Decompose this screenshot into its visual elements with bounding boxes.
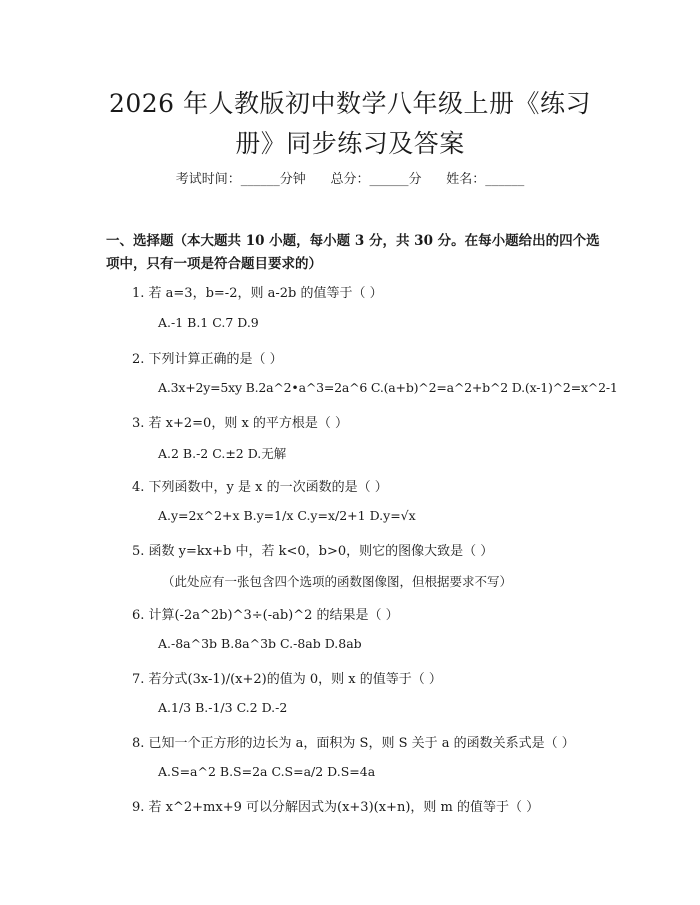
question-options: A.2 B.-2 C.±2 D.无解 bbox=[158, 446, 287, 461]
exam-meta-line: 考试时间：______分钟 总分：______分 姓名：______ bbox=[175, 172, 525, 187]
section-heading: 一、选择题（本大题共 10 小题，每小题 3 分，共 30 分。在每小题给出的四个选项中，只有一项是符合题目要求的） bbox=[106, 233, 600, 272]
question-options: A.y=2x^2+x B.y=1/x C.y=x/2+1 D.y=√x bbox=[158, 508, 416, 523]
title-line-2: 册》同步练习及答案 bbox=[235, 129, 465, 158]
question-options: A.-1 B.1 C.7 D.9 bbox=[158, 315, 259, 330]
question-options: A.-8a^3b B.8a^3b C.-8ab D.8ab bbox=[158, 636, 362, 651]
question-stem: 4. 下列函数中，y 是 x 的一次函数的是（ ） bbox=[132, 480, 388, 495]
question-stem: 7. 若分式(3x-1)/(x+2)的值为 0，则 x 的值等于（ ） bbox=[132, 672, 442, 687]
question-stem: 9. 若 x^2+mx+9 可以分解因式为(x+3)(x+n)，则 m 的值等于（ ） bbox=[132, 800, 540, 815]
question-note: （此处应有一张包含四个选项的函数图像图，但根据要求不写） bbox=[162, 574, 513, 589]
question-stem: 6. 计算(-2a^2b)^3÷(-ab)^2 的结果是（ ） bbox=[132, 608, 399, 623]
question-stem: 2. 下列计算正确的是（ ） bbox=[132, 352, 283, 367]
question-options: A.S=a^2 B.S=2a C.S=a/2 D.S=4a bbox=[158, 764, 376, 779]
question-options: A.3x+2y=5xy B.2a^2•a^3=2a^6 C.(a+b)^2=a^2+b^2 D.(x-1)^2=x^2-1 bbox=[158, 380, 618, 395]
document-title bbox=[60, 84, 640, 164]
question-stem: 1. 若 a=3，b=-2，则 a-2b 的值等于（ ） bbox=[132, 286, 383, 301]
question-options: A.1/3 B.-1/3 C.2 D.-2 bbox=[158, 700, 288, 715]
question-stem: 8. 已知一个正方形的边长为 a，面积为 S，则 S 关于 a 的函数关系式是（ ） bbox=[132, 736, 575, 751]
question-stem: 3. 若 x+2=0，则 x 的平方根是（ ） bbox=[132, 416, 349, 431]
title-line-1: 2026 年人教版初中数学八年级上册《练习 bbox=[108, 89, 592, 118]
question-stem: 5. 函数 y=kx+b 中，若 k<0，b>0，则它的图像大致是（ ） bbox=[132, 544, 494, 559]
